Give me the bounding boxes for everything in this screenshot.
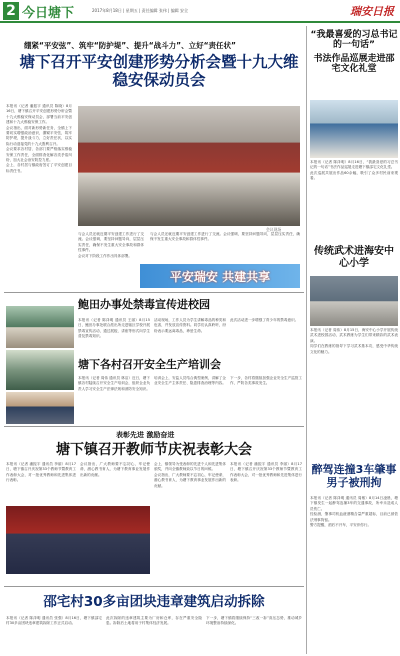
demolition-body-para: 本报讯（记者 陈泽明 通讯员 张强）8月16日，塘下镇邵宅村30多亩团块违章建筑拆除工作正式启动。 (6, 616, 102, 626)
main-body-col2 (78, 232, 144, 262)
photo-caption: 会议现场 (266, 227, 282, 232)
main-headline: 塘下召开平安创建形势分析会暨十九大维稳安保动员会 (19, 53, 299, 89)
teachers-body-para: 会议指出，广大教师要不忘初心，牢记使命，潜心教书育人，为塘下教育事业发展作出新的贡献。 (80, 462, 150, 477)
main-body-col1 (6, 104, 72, 260)
ceremony-photo (6, 506, 150, 574)
calligraphy-kicker: “我最喜爱的习总书记的一句话” (310, 30, 398, 51)
drug-photo-1 (6, 306, 74, 348)
main-body-para: 与会人员还就近期平安创建工作进行了交流。会议强调，要坚持问题导向，层层压实责任，确保不发生重大安全事故和群体性事件。 (150, 232, 300, 242)
teachers-kicker: 表彰先进 激励奋进 (116, 431, 175, 439)
drug-body-para: 活动现场，工作人员为学生讲解毒品的种类和危害，并发放宣传资料。同学们认真聆听，纷纷表示要远离毒品，珍爱生命。 (154, 318, 226, 333)
wushu-photo (310, 276, 398, 326)
drug-body-col1 (78, 318, 150, 358)
teachers-body-col1 (6, 462, 76, 504)
teachers-body-para: 本报讯（记者 潘振宇 通讯员 李丽）8月17日，塘下镇召开庆祝第33个教师节暨教育工作表彰大会，对一批优秀教师和先进集体进行表彰。 (6, 462, 76, 483)
main-body-para: 会上，各村居与镇政府签订了平安创建目标责任书。 (6, 163, 72, 173)
teachers-body-para: 会上，镇领导为受表彰的先进个人和先进集体颁奖，并向全镇教师致以节日的问候。 (154, 462, 226, 472)
teachers-body-col3 (154, 462, 226, 574)
main-body-para: 本报讯（记者 潘振宇 通讯员 陈晓）8月16日，塘下镇召开平安创建形势分析会暨十九大维稳安保动员会，部署当前平安创建和十九大维稳安保工作。 (6, 104, 72, 125)
column-divider (306, 26, 307, 654)
drug-headline: 鲍田办事处禁毒宣传进校园 (78, 298, 210, 311)
drunk-headline: 醉驾连撞3车肇事男子被刑拘 (311, 463, 397, 489)
demolition-body-col1 (6, 616, 102, 654)
drug-photo-2 (6, 350, 74, 390)
main-body-para: 会议要求各村居、各部门要严格落实维稳安保工作责任，全面排查化解各类矛盾纠纷，加大社会治安防控力度。 (6, 147, 72, 163)
teachers-headline: 塘下镇召开教师节庆祝表彰大会 (56, 442, 252, 458)
calligraphy-body-para: 此次巡展共展出作品60余幅，吸引了众多村民前来观看。 (310, 170, 398, 181)
slogan-banner (140, 264, 300, 288)
teachers-body-col2 (80, 462, 150, 504)
meeting-photo (78, 106, 300, 226)
drunk-body (310, 496, 398, 652)
main-body-para: 会议对下阶段工作作出具体部署。 (78, 253, 132, 258)
page-number: 2 (3, 2, 19, 20)
drug-body-para: 此次活动进一步增强了青少年的禁毒意识。 (230, 318, 299, 322)
divider (4, 426, 304, 427)
slogan-text: 平安瑞安 共建共享 (169, 270, 271, 284)
drug-body-para: 本报讯（记者 陈泽明 通讯员 王丽）8月15日，鲍田办事处联合派出所走进辖区学校开展禁毒宣传活动，通过展板、讲座等形式向学生普及禁毒知识。 (78, 318, 150, 339)
demolition-body-para: 下一步，塘下镇将继续保持“三改一拆”高压态势，推动城乡环境整治持续深化。 (206, 616, 302, 626)
demolition-body-col3 (206, 616, 302, 654)
newspaper-logo: 瑞安日报 (350, 5, 394, 18)
divider (4, 292, 304, 293)
drunk-body-para: 经检测，肇事司机血液酒精含量严重超标，目前已被依法刑事拘留。 (310, 512, 398, 522)
main-kicker: 绷紧“平安弦”、筑牢“防护堤”、提升“战斗力”、立好“责任状” (24, 41, 236, 50)
drug-body-col3 (230, 318, 302, 358)
main-body-col3 (150, 232, 300, 262)
safety-body-para: 培训会上，安监人员结合典型案例，讲解了企业安全生产主体责任、隐患排查治理等内容。 (154, 376, 226, 386)
teachers-body-para: 本报讯（记者 潘振宇 通讯员 李丽）8月17日，塘下镇召开庆祝第33个教师节暨教育工作表彰大会，对一批优秀教师和先进集体进行表彰。 (230, 462, 302, 483)
safety-body-col1 (78, 376, 150, 424)
teachers-body-col4 (230, 462, 302, 574)
header-divider (0, 21, 400, 23)
section-title: 今日塘下 (22, 6, 75, 21)
wushu-body-para: 本报讯（记者 周伟）8月15日，海安中心小学开展传统武术进校园活动，武术教练为学生们带来精彩的武术表演。 (310, 328, 398, 343)
safety-body-para: 本报讯（记者 周伟 通讯员 林洁）近日，塘下镇各村陆续召开安全生产培训会，组织企业负责人学习安全生产法律法规和消防安全知识。 (78, 376, 150, 391)
demolition-headline: 邵宅村30多亩团块违章建筑启动拆除 (43, 594, 265, 610)
calligraphy-body-para: 本报讯（记者 陈泽明）8月16日，“我最喜爱的习总书记的一句话”书法作品巡展走进塘下镇邵宅文化礼堂。 (310, 160, 398, 170)
drug-body-col2 (154, 318, 226, 358)
issue-meta: 2017年8月18日 | 星期五 | 责任编辑 张伟 | 编辑 安全 (92, 8, 189, 13)
calligraphy-headline: 书法作品巡展走进邵宅文化礼堂 (313, 54, 395, 75)
wushu-headline: 传统武术进海安中心小学 (314, 246, 394, 269)
drunk-body-para: 警方提醒，酒后不开车，平安伴你行。 (310, 523, 372, 528)
wushu-body-para: 同学们在教练的指导下学习武术基本功，感受中华传统文化的魅力。 (310, 344, 398, 354)
safety-photo (6, 392, 74, 424)
safety-body-para: 下一步，各村将继续加强企业安全生产监管工作，严防各类事故发生。 (230, 376, 302, 386)
demolition-body-para: 此次拆除的违章建筑主要为厂房和仓库，存在严重安全隐患。拆除后土地将用于村集体经济发展。 (106, 616, 202, 626)
safety-headline: 塘下各村召开安全生产培训会 (78, 358, 221, 371)
safety-body-col2 (154, 376, 226, 424)
main-body-para: 与会人员还就近期平安创建工作进行了交流。会议强调，要坚持问题导向，层层压实责任，确保不发生重大安全事故和群体性事件。 (78, 232, 144, 253)
main-body-para: 会议指出，面对新形势新任务，全镇上下要切实增强政治意识，绷紧平安弦，筑牢防护堤，提升战斗力，立好责任状，以实际行动迎接党的十九大胜利召开。 (6, 125, 72, 146)
drunk-body-para: 本报讯（记者 陈泽明 通讯员 周敏）8月14日凌晨，塘下镇发生一起醉驾连撞3车的交通事故，所幸未造成人员伤亡。 (310, 496, 398, 511)
demolition-body-col2 (106, 616, 202, 654)
calligraphy-photo (310, 100, 398, 158)
safety-body-col3 (230, 376, 302, 424)
teachers-body-para: 会议指出，广大教师要不忘初心，牢记使命，潜心教书育人，为塘下教育事业发展作出新的贡献。 (154, 472, 226, 488)
wushu-body (310, 328, 398, 444)
calligraphy-body (310, 160, 398, 246)
divider (4, 586, 304, 587)
